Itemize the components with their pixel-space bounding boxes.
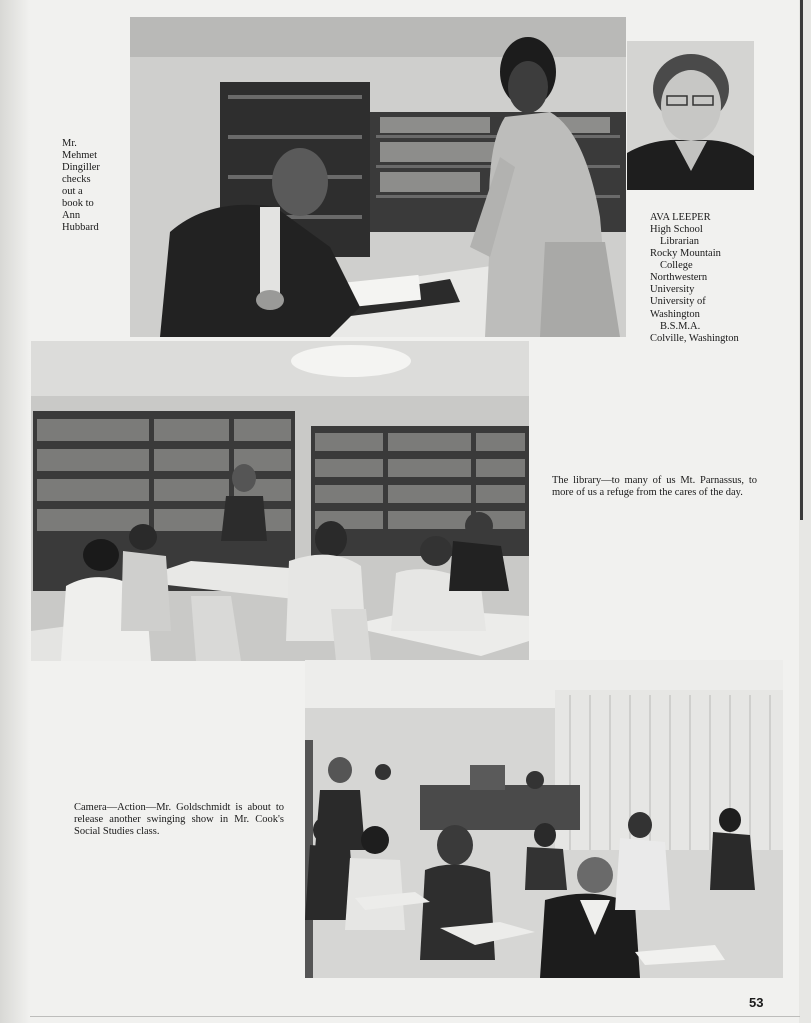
caption-library: The library—to many of us Mt. Parnassus, to more of us a refuge from the cares of the day. [552,475,757,499]
page-number: 53 [749,995,764,1010]
photo-classroom [305,660,783,978]
caption-camera: Camera—Action—Mr. Goldschmidt is about to release another swinging show in Mr. Cook's Social Studies class. [74,802,284,838]
librarian-name: AVA LEEPER [650,212,711,223]
bottom-rule [30,1016,800,1017]
caption-line: out a [62,186,83,198]
caption-line: B.S.M.A. [660,320,701,332]
photo-library [31,341,529,661]
caption-portrait [650,212,765,345]
caption-line: College [660,260,693,272]
caption-line: Librarian [660,236,700,248]
caption-line: Mr. [62,138,77,149]
caption-line: University of [650,296,706,308]
caption-line: Washington [650,308,700,320]
caption-line: High School [650,224,703,236]
caption-line: Mehmet [62,150,97,162]
caption-line: Rocky Mountain [650,248,721,260]
caption-checkout [62,138,122,235]
caption-line: checks [62,174,91,186]
caption-line: University [650,284,695,296]
caption-line: book to [62,198,94,210]
caption-line: Ann [62,210,81,222]
photo-checkout [130,17,626,337]
caption-line: Colville, Washington [650,332,739,344]
page-gutter-shadow [0,0,30,1023]
binding-line [800,0,803,520]
caption-line: Northwestern [650,272,708,284]
photo-portrait [627,41,754,190]
caption-line: Dingiller [62,162,100,174]
caption-line: Hubbard [62,222,99,234]
